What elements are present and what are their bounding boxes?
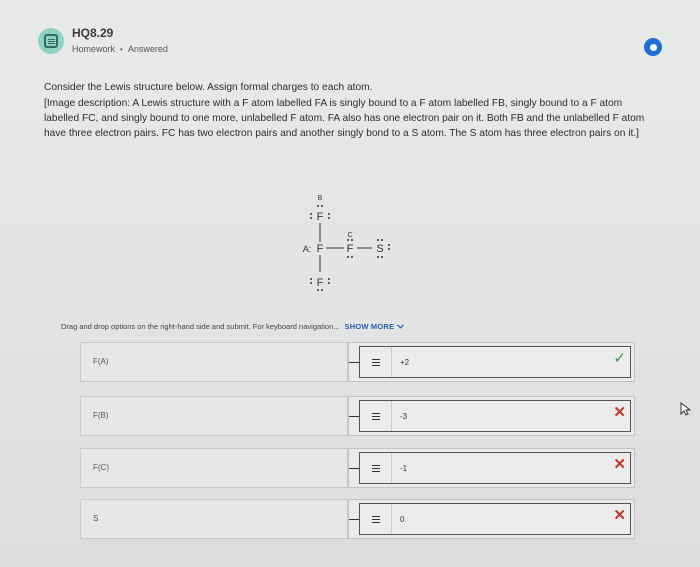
question-intro: Consider the Lewis structure below. Assign formal charges to each atom.: [44, 82, 373, 93]
answer-chip[interactable]: [359, 503, 631, 535]
show-more-link[interactable]: [345, 322, 405, 331]
atom-s: S: [376, 243, 384, 255]
match-row: [80, 448, 635, 488]
answer-value: -3: [400, 412, 408, 421]
x-mark-icon: ✕: [613, 456, 626, 473]
atom-f-unlabelled: F: [316, 277, 324, 289]
target-label: F(C): [93, 463, 109, 472]
drag-drop-instructions: [61, 322, 404, 331]
target-label-box: [80, 396, 348, 436]
atom-fc: F: [346, 243, 354, 255]
target-label-box: [80, 342, 348, 382]
answer-value: 0: [400, 515, 405, 524]
label-c: C: [347, 232, 353, 239]
x-mark-icon: ✕: [613, 507, 626, 524]
question-meta: [72, 44, 168, 54]
drag-handle-icon[interactable]: [360, 504, 392, 534]
match-row: [80, 342, 635, 382]
answer-value: -1: [400, 464, 408, 473]
target-label: F(B): [93, 411, 109, 420]
target-label-box: [80, 499, 348, 539]
show-more-label: SHOW MORE: [344, 322, 395, 331]
meta-separator: •: [120, 44, 123, 54]
status-indicator-icon[interactable]: [644, 38, 662, 56]
target-label: F(A): [93, 357, 109, 366]
question-header: [38, 24, 678, 68]
lewis-structure: [290, 190, 420, 295]
target-label-box: [80, 448, 348, 488]
drag-handle-icon[interactable]: [360, 401, 392, 431]
answer-chip[interactable]: [359, 452, 631, 484]
question-body: [44, 80, 659, 141]
answer-chip[interactable]: [359, 346, 631, 378]
chevron-down-icon: [397, 324, 404, 329]
atom-fb: F: [316, 211, 324, 223]
x-mark-icon: ✕: [613, 404, 626, 421]
list-icon: [38, 28, 64, 54]
drop-zone[interactable]: [348, 499, 635, 539]
label-b: B: [317, 195, 323, 202]
question-type: Homework: [72, 44, 116, 54]
drop-zone[interactable]: [348, 396, 635, 436]
match-row: [80, 499, 635, 539]
answer-value: +2: [400, 358, 410, 367]
label-a: A:: [302, 244, 312, 254]
mouse-cursor-icon: [680, 402, 692, 419]
instructions-text: Drag and drop options on the right-hand side and submit. For keyboard navigation...: [61, 322, 340, 331]
checkmark-icon: ✓: [613, 350, 626, 367]
image-description: [Image description: A Lewis structure with a F atom labelled FA is singly bound to a F atom labelled FB, singly bound to a F atom labelled FC, and singly bound to one more, unlabelled F atom. FA also has one electron pair on it. Both FB and the unlabelled F atom have three electron pairs. FC has two electron pairs and another singly bond to a S atom. The S atom has three electron pairs on it.]: [44, 98, 645, 139]
drag-handle-icon[interactable]: [360, 347, 392, 377]
answer-chip[interactable]: [359, 400, 631, 432]
match-row: [80, 396, 635, 436]
question-status: Answered: [127, 44, 168, 54]
drop-zone[interactable]: [348, 342, 635, 382]
drag-handle-icon[interactable]: [360, 453, 392, 483]
atom-fa: F: [316, 243, 324, 255]
target-label: S: [93, 514, 99, 523]
question-title: HQ8.29: [72, 26, 114, 40]
drop-zone[interactable]: [348, 448, 635, 488]
